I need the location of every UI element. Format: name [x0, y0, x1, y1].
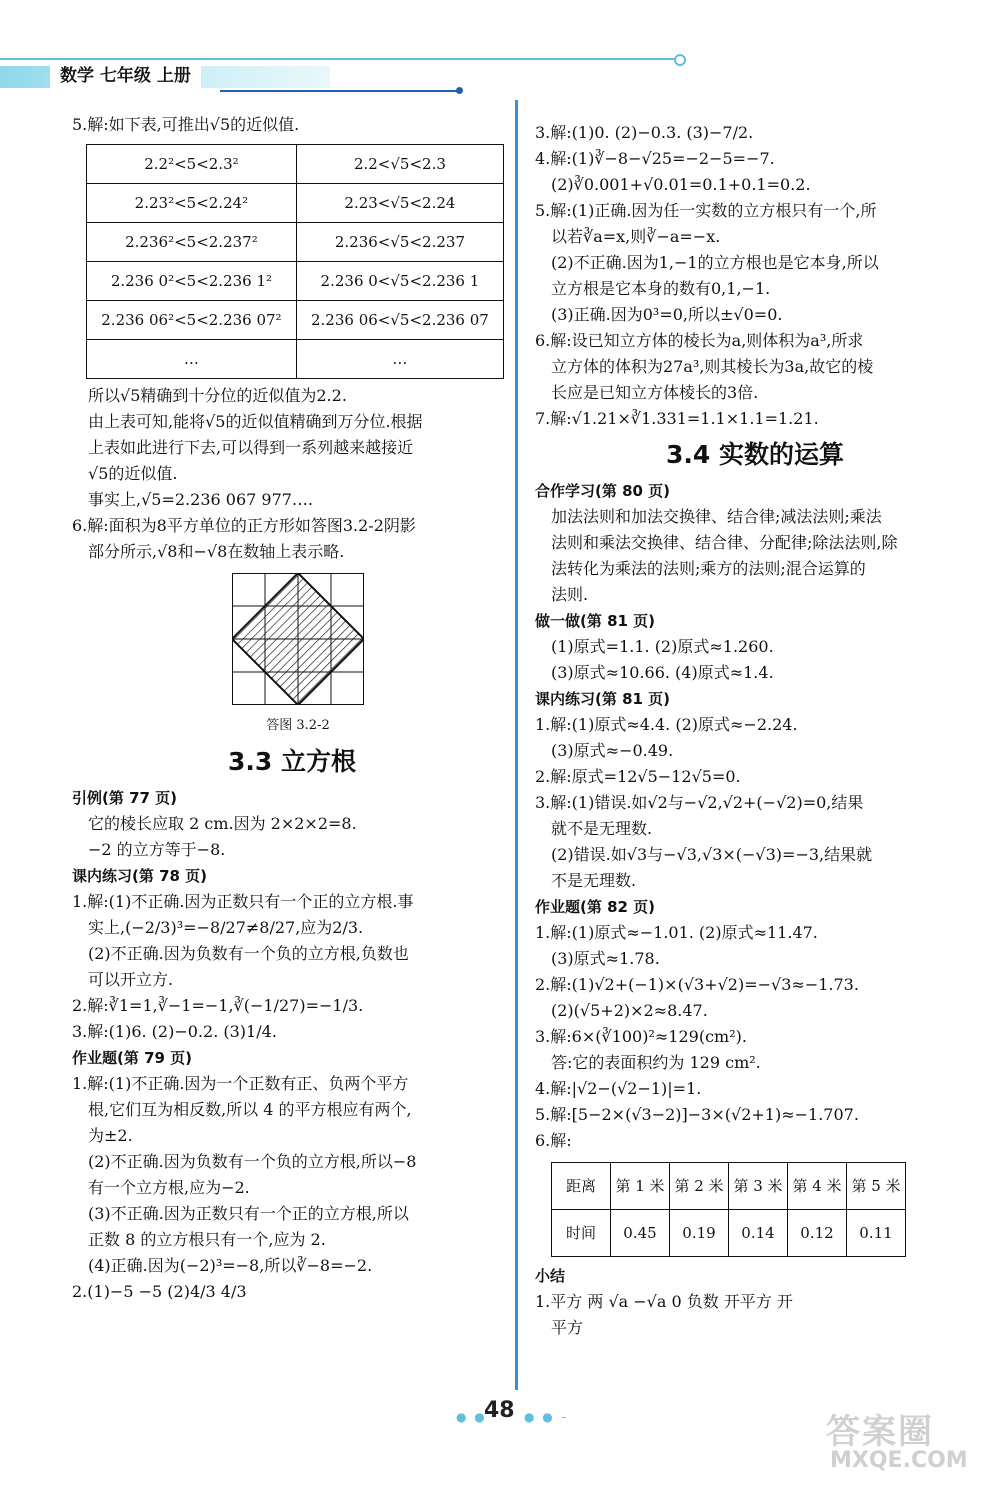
section-3-4-title: 3.4 实数的运算	[666, 440, 844, 469]
text-line: 6.解:面积为8平方单位的正方形如答图3.2-2阴影	[72, 516, 416, 535]
answer-figure-3-2-2	[232, 573, 364, 739]
text-line: 立方根是它本身的数有0,1,−1.	[551, 279, 771, 298]
text-line: 1.解:(1)不正确.因为正数只有一个正的立方根.事	[72, 892, 414, 911]
text-line: (2)∛0.001+√0.01=0.1+0.1=0.2.	[551, 175, 811, 194]
table-cell: 2.23²<5<2.24²	[87, 184, 297, 223]
zuoyizuo-lines	[535, 634, 975, 686]
xiaojie-lines	[535, 1289, 975, 1341]
table-row	[87, 145, 504, 184]
text-line: 2.解:∛1=1,∛−1=−1,∛(−1/27)=−1/3.	[72, 996, 364, 1015]
text-line: 4.解:(1)∛−8−√25=−2−5=−7.	[535, 149, 775, 168]
kenei-heading-78: 课内练习(第 78 页)	[72, 867, 208, 885]
header-rule	[0, 58, 680, 60]
table-cell: 2.236 06<√5<2.236 07	[296, 301, 503, 340]
text-line: 就不是无理数.	[551, 819, 653, 838]
text-line: 1.解:(1)不正确.因为一个正数有正、负两个平方	[72, 1074, 409, 1093]
text-line: 由上表可知,能将√5的近似值精确到万分位.根据	[88, 412, 423, 431]
kenei-heading-81: 课内练习(第 81 页)	[535, 690, 671, 708]
left-column	[72, 112, 512, 1305]
kenei-lines-81	[535, 712, 975, 894]
table-cell: 0.14	[729, 1210, 788, 1257]
text-line: √5的近似值.	[88, 464, 178, 483]
right-column	[535, 120, 975, 1341]
table-cell: 时间	[552, 1210, 611, 1257]
text-line: 3.解:(1)0. (2)−0.3. (3)−7/2.	[535, 123, 754, 142]
table-cell: 0.45	[611, 1210, 670, 1257]
text-line: 它的棱长应取 2 cm.因为 2×2×2=8.	[88, 814, 357, 833]
header-end-dot	[456, 87, 463, 94]
text-line: 6.解:	[535, 1131, 572, 1150]
page-dots-left: ● ●	[456, 1410, 487, 1424]
page-header	[0, 58, 690, 94]
table-cell: 距离	[552, 1163, 611, 1210]
text-line: 事实上,√5=2.236 067 977….	[88, 490, 314, 509]
text-line: (2)错误.如√3与−√3,√3×(−√3)=−3,结果就	[551, 845, 873, 864]
yinli-heading: 引例(第 77 页)	[72, 789, 178, 807]
text-line: 不是无理数.	[551, 871, 637, 890]
text-line: 3.解:6×(∛100)²≈129(cm²).	[535, 1027, 747, 1046]
hezuo-lines	[535, 504, 975, 608]
sqrt5-table	[86, 144, 504, 379]
xiaojie-heading: 小结	[535, 1267, 566, 1285]
zuoyizuo-heading: 做一做(第 81 页)	[535, 612, 656, 630]
text-line: (2)不正确.因为负数有一个负的立方根,负数也	[88, 944, 409, 963]
text-line: 法则和乘法交换律、结合律、分配律;除法法则,除	[551, 533, 898, 552]
text-line: 有一个立方根,应为−2.	[88, 1178, 250, 1197]
watermark	[826, 1404, 986, 1484]
header-dot	[674, 54, 686, 66]
table-cell: 第 3 米	[729, 1163, 788, 1210]
text-line: 加法法则和加法交换律、结合律;减法法则;乘法	[551, 507, 882, 526]
page-dots-right: ● ● –	[524, 1410, 569, 1424]
table-row	[552, 1163, 906, 1210]
text-line: 1.平方 两 √a −√a 0 负数 开平方 开	[535, 1292, 793, 1311]
zuoye-heading-82: 作业题(第 82 页)	[535, 898, 656, 916]
table-cell: 2.236 06²<5<2.236 07²	[87, 301, 297, 340]
text-line: 根,它们互为相反数,所以 4 的平方根应有两个,	[88, 1100, 412, 1119]
text-line: 2.解:原式=12√5−12√5=0.	[535, 767, 741, 786]
zuoye-lines-79	[72, 1071, 512, 1305]
text-line: 5.解:[5−2×(√3−2)]−3×(√2+1)≈−1.707.	[535, 1105, 859, 1124]
table-cell: 2.236²<5<2.237²	[87, 223, 297, 262]
text-line: 3.解:(1)错误.如√2与−√2,√2+(−√2)=0,结果	[535, 793, 864, 812]
text-line: −2 的立方等于−8.	[88, 840, 226, 859]
text-line: 平方	[551, 1318, 584, 1337]
table-row	[552, 1210, 906, 1257]
zuoye-lines-82	[535, 920, 975, 1154]
text-line: (3)原式≈1.78.	[551, 949, 660, 968]
text-line: 部分所示,√8和−√8在数轴上表示略.	[88, 542, 345, 561]
text-line: 3.解:(1)6. (2)−0.2. (3)1/4.	[72, 1022, 277, 1041]
text-line: (1)原式=1.1. (2)原式≈1.260.	[551, 637, 774, 656]
grid-square-figure	[232, 573, 364, 705]
table-cell: 0.19	[670, 1210, 729, 1257]
table-row	[87, 340, 504, 379]
q5-intro: 5.解:如下表,可推出√5的近似值.	[72, 115, 300, 134]
kenei-lines-78	[72, 889, 512, 1045]
table-row	[87, 262, 504, 301]
zuoye-heading-79: 作业题(第 79 页)	[72, 1049, 193, 1067]
text-line: (2)不正确.因为负数有一个负的立方根,所以−8	[88, 1152, 417, 1171]
text-line: 4.解:|√2−(√2−1)|=1.	[535, 1079, 702, 1098]
text-line: 为±2.	[88, 1126, 133, 1145]
figure-caption: 答图 3.2-2	[266, 718, 330, 733]
text-line: 长应是已知立方体棱长的3倍.	[551, 383, 759, 402]
text-line: 所以√5精确到十分位的近似值为2.2.	[88, 386, 347, 405]
text-line: 上表如此进行下去,可以得到一系列越来越接近	[88, 438, 414, 457]
page-number: 48	[484, 1398, 515, 1423]
text-line: (3)不正确.因为正数只有一个正的立方根,所以	[88, 1204, 409, 1223]
table-cell: 0.11	[847, 1210, 906, 1257]
table-cell: 2.236 0²<5<2.236 1²	[87, 262, 297, 301]
text-line: 1.解:(1)原式≈4.4. (2)原式≈−2.24.	[535, 715, 798, 734]
table-cell: 第 5 米	[847, 1163, 906, 1210]
text-line: 2.解:(1)√2+(−1)×(√3+√2)=−√3≈−1.73.	[535, 975, 859, 994]
table-cell: 第 1 米	[611, 1163, 670, 1210]
text-line: 答:它的表面积约为 129 cm².	[551, 1053, 761, 1072]
table-row	[87, 184, 504, 223]
q5-lines	[72, 383, 512, 565]
hezuo-heading: 合作学习(第 80 页)	[535, 482, 671, 500]
table-cell: 2.236 0<√5<2.236 1	[296, 262, 503, 301]
text-line: 2.(1)−5 −5 (2)4/3 4/3	[72, 1282, 247, 1301]
text-line: (2)不正确.因为1,−1的立方根也是它本身,所以	[551, 253, 879, 272]
table-cell: 2.23<√5<2.24	[296, 184, 503, 223]
text-line: (4)正确.因为(−2)³=−8,所以∛−8=−2.	[88, 1256, 373, 1275]
text-line: 正数 8 的立方根只有一个,应为 2.	[88, 1230, 326, 1249]
table-cell: 2.236<√5<2.237	[296, 223, 503, 262]
table-cell: 2.2²<5<2.3²	[87, 145, 297, 184]
text-line: (3)原式≈10.66. (4)原式≈1.4.	[551, 663, 774, 682]
text-line: 实上,(−2/3)³=−8/27≠8/27,应为2/3.	[88, 918, 364, 937]
watermark-logo-text: 答案圈	[826, 1412, 934, 1452]
distance-time-table	[551, 1162, 906, 1257]
table-cell: 2.2<√5<2.3	[296, 145, 503, 184]
text-line: 6.解:设已知立方体的棱长为a,则体积为a³,所求	[535, 331, 864, 350]
table-cell: …	[87, 340, 297, 379]
text-line: (2)(√5+2)×2≈8.47.	[551, 1001, 708, 1020]
text-line: 7.解:√1.21×∛1.331=1.1×1.1=1.21.	[535, 409, 819, 428]
book-title: 数学 七年级 上册	[50, 64, 201, 88]
table-cell: 第 2 米	[670, 1163, 729, 1210]
answers-3-to-7	[535, 120, 975, 432]
text-line: 5.解:(1)正确.因为任一实数的立方根只有一个,所	[535, 201, 877, 220]
text-line: 法则.	[551, 585, 589, 604]
yinli-lines	[72, 811, 512, 863]
text-line: 1.解:(1)原式≈−1.01. (2)原式≈11.47.	[535, 923, 818, 942]
text-line: 可以开立方.	[88, 970, 174, 989]
table-row	[87, 301, 504, 340]
table-cell: …	[296, 340, 503, 379]
text-line: 立方体的体积为27a³,则其棱长为3a,故它的棱	[551, 357, 874, 376]
text-line: (3)正确.因为0³=0,所以±√0=0.	[551, 305, 783, 324]
table-row	[87, 223, 504, 262]
header-underline	[220, 90, 460, 92]
section-3-3-title: 3.3 立方根	[228, 747, 356, 776]
column-divider	[515, 100, 518, 1390]
text-line: (3)原式≈−0.49.	[551, 741, 674, 760]
text-line: 法转化为乘法的法则;乘方的法则;混合运算的	[551, 559, 866, 578]
watermark-url: MXQE.COM	[830, 1448, 968, 1473]
text-line: 以若∛a=x,则∛−a=−x.	[551, 227, 721, 246]
table-cell: 0.12	[788, 1210, 847, 1257]
table-cell: 第 4 米	[788, 1163, 847, 1210]
